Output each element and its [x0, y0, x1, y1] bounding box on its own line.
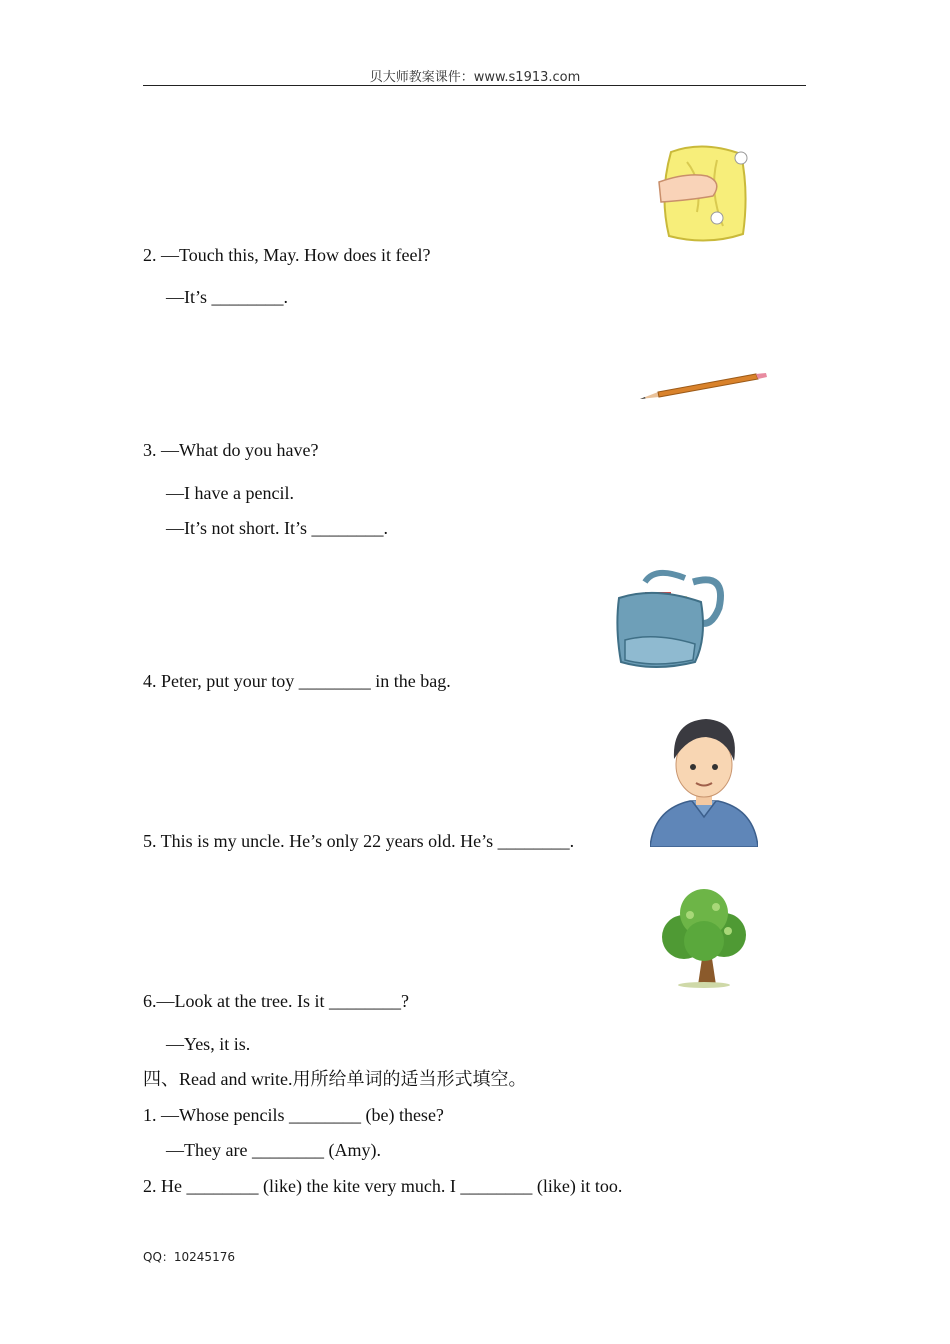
question-5-prompt: 5. This is my uncle. He’s only 22 years old. He’s ________. — [143, 831, 575, 851]
boy-icon — [650, 717, 758, 847]
question-3-prompt: 3. —What do you have? — [143, 440, 319, 460]
pillow-icon — [657, 142, 753, 244]
question-3-line-2: —I have a pencil. — [166, 483, 294, 503]
question-6-answer: —Yes, it is. — [166, 1034, 251, 1054]
question-6-prompt: 6.—Look at the tree. Is it ________? — [143, 991, 409, 1011]
schoolbag-icon — [615, 568, 727, 672]
page-header: 贝大师教案课件：www.s1913.com — [369, 70, 581, 85]
section-4-item-1-answer: —They are ________ (Amy). — [166, 1140, 381, 1160]
page-footer: QQ：10245176 — [143, 1250, 235, 1264]
tree-icon — [654, 885, 752, 989]
question-2-prompt: 2. —Touch this, May. How does it feel? — [143, 245, 431, 265]
section-4-item-2: 2. He ________ (like) the kite very much. I ________ (like) it too. — [143, 1176, 623, 1196]
section-4-title: 四、Read and write.用所给单词的适当形式填空。 — [143, 1069, 527, 1089]
question-3-answer: —It’s not short. It’s ________. — [166, 518, 389, 538]
question-2-answer: —It’s ________. — [166, 287, 289, 307]
pencil-icon — [638, 372, 770, 402]
question-4-prompt: 4. Peter, put your toy ________ in the bag. — [143, 671, 451, 691]
section-4-item-1: 1. —Whose pencils ________ (be) these? — [143, 1105, 444, 1125]
header-divider — [143, 85, 806, 86]
